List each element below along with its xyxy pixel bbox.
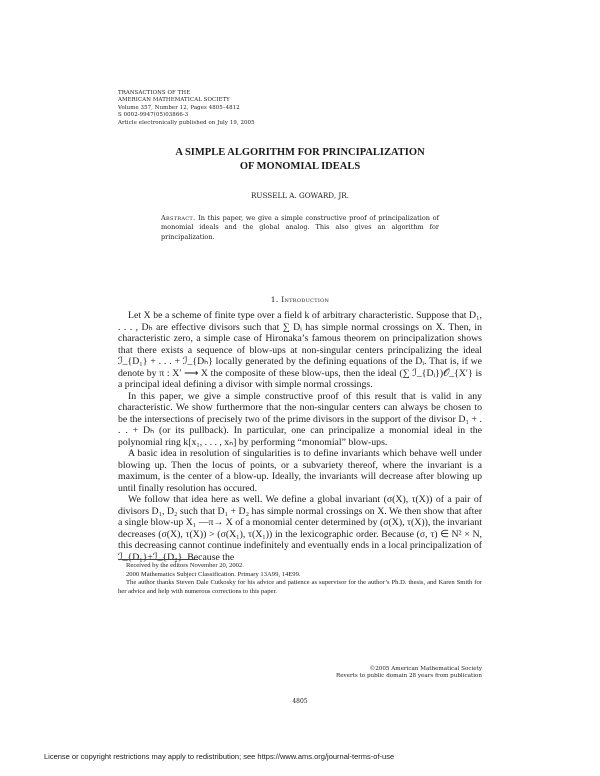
footnote-msc: 2000 Mathematics Subject Classification. Primary 13A99, 14E99. [126, 570, 301, 578]
journal-name-line2: AMERICAN MATHEMATICAL SOCIETY [118, 97, 230, 104]
paragraph: A basic idea in resolution of singularities is to define invariants which behave well under blowing up. Then the locus of points, or a subvariety thereof, where the invariant is a maximum, is the center of a blow-up. Ideally, the invariants will decrease after blowing up until finally resolution has occured. [118, 448, 482, 494]
footnote-received: Received by the editors November 20, 2002. [126, 562, 244, 569]
section-heading: 1. Introduction [270, 295, 330, 304]
journal-header [118, 90, 255, 127]
publication-date: Article electronically published on July 19, 2005 [118, 119, 255, 126]
abstract [161, 214, 439, 242]
license-notice: License or copyright restrictions may apply to redistribution; see https://www.ams.org/journal-terms-of-use [44, 752, 395, 761]
abstract-text: In this paper, we give a simple constructive proof of principalization of monomial ideals and the global analog. This also gives an algorithm for principalization. [161, 214, 439, 241]
title-line2: OF MONOMIAL IDEALS [239, 161, 361, 172]
abstract-label: Abstract. [161, 214, 196, 222]
copyright-line1: ©2005 American Mathematical Society [369, 666, 482, 672]
copyright-notice [336, 666, 482, 680]
paragraph: We follow that idea here as well. We define a global invariant (σ(X), τ(X)) of a pair of divisors D₁, D₂ such that D₁ + D₂ has simple normal crossings on X. We then show that after a single blow-up X₁ —π→ X of a monomial center determined by (σ(X), τ(X)), the invariant decreases (σ(X), τ(X)) > (σ(X₁), τ(X₁)) in the lexicographic order. Because (σ, τ) ∈ N² × N, this decreasing cannot continue indefinitely and eventually ends in a local principalization of ℐ_{D₁}+ℐ_{D₂}. Because the [118, 494, 482, 563]
author-name: RUSSELL A. GOWARD, JR. [251, 191, 349, 200]
paragraph: Let X be a scheme of finite type over a field k of arbitrary characteristic. Suppose that D₁, . . . , Dₕ are effective divisors such that ∑ Dᵢ has simple normal crossings on X. Then, in characteristic zero, a simple case of Hironaka’s famous theorem on principalization shows that there exists a sequence of blow-ups at non-singular centers principalizing the ideal ℐ_{D₁} + . . . + ℐ_{Dₕ} locally generated by the defining equations of the Dᵢ. That is, if we denote by π : X′ ⟶ X the composite of these blow-ups, then the ideal (∑ ℐ_{Dᵢ})𝒪_{X′} is a principal ideal defining a divisor with simple normal crossings. [118, 310, 482, 390]
footnote-acknowledgment: The author thanks Steven Dale Cutkosky for his advice and patience as supervisor for the author’s Ph.D. thesis, and Karen Smith for her advice and help with numerous corrections to this paper. [118, 579, 482, 595]
issn-info: S 0002-9947(05)03866-3 [118, 112, 189, 119]
footnotes [118, 562, 482, 596]
paper-title [100, 146, 500, 174]
page-number: 4805 [292, 698, 308, 705]
title-line1: A SIMPLE ALGORITHM FOR PRINCIPALIZATION [175, 147, 425, 158]
paragraph: In this paper, we give a simple constructive proof of this result that is valid in any characteristic. We show furthermore that the non-singular centers can always be chosen to be the intersections of precisely two of the prime divisors in the support of the divisor D₁ + . . . + Dₕ (or its pullback). In particular, one can principalize a monomial ideal in the polynomial ring k[x₁, . . . , xₙ] by performing “monomial” blow-ups. [118, 390, 482, 448]
journal-name-line1: TRANSACTIONS OF THE [118, 90, 191, 96]
copyright-line2: Reverts to public domain 28 years from publication [335, 673, 482, 679]
footnote-divider [118, 559, 198, 560]
body-text [118, 310, 482, 563]
volume-info: Volume 357, Number 12, Pages 4805–4812 [118, 104, 240, 111]
